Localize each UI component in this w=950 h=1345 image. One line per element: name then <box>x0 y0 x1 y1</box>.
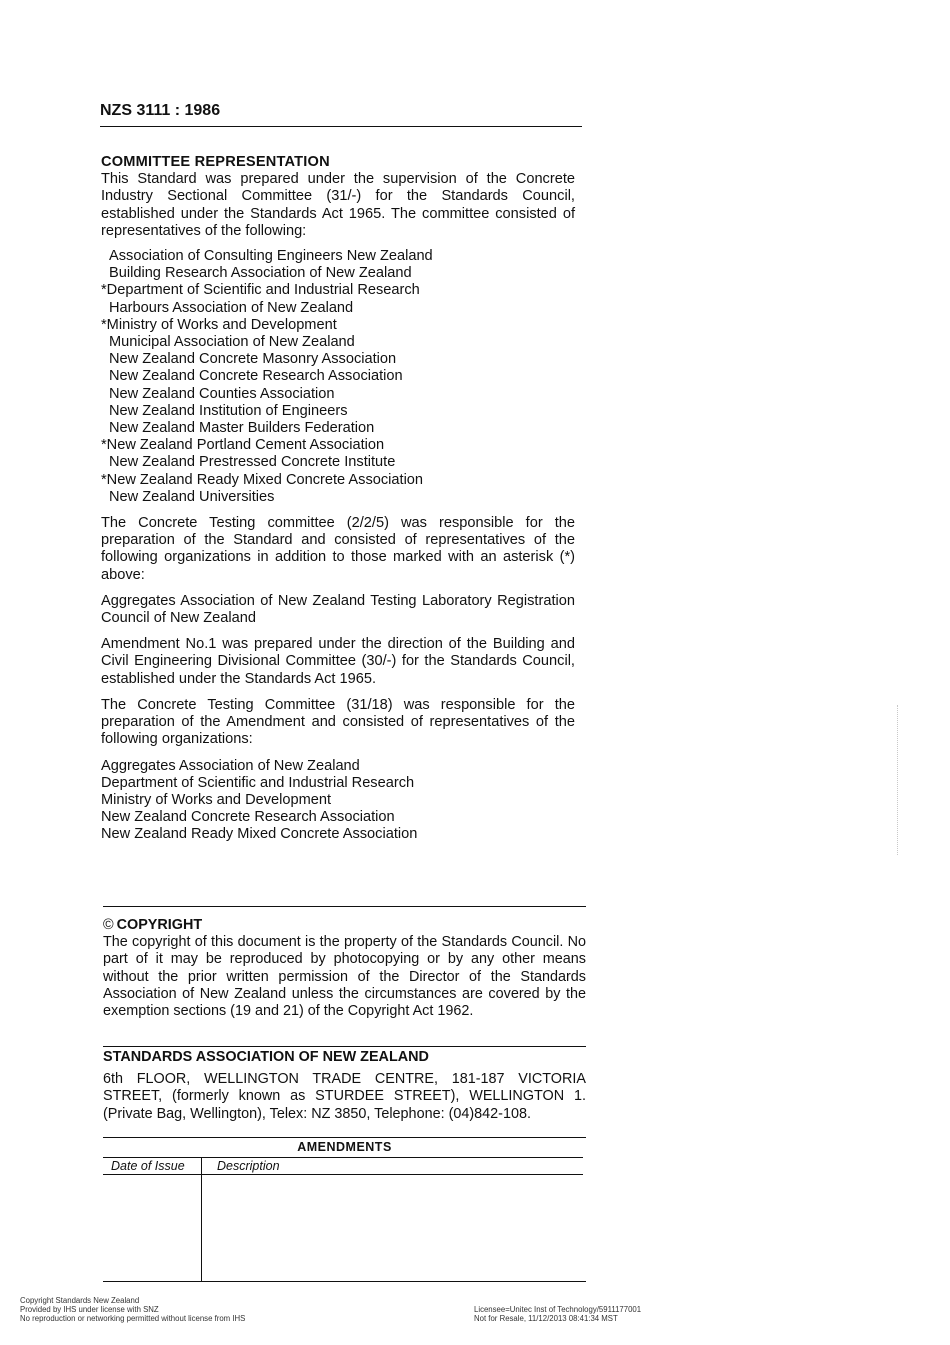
scan-artifact <box>897 705 898 855</box>
footer-line: Copyright Standards New Zealand <box>20 1296 140 1305</box>
footer-line: Licensee=Unitec Inst of Technology/5911177001 <box>474 1305 642 1314</box>
footer-line: No reproduction or networking permitted without license from IHS <box>20 1314 246 1324</box>
amendments-table <box>103 1137 586 1282</box>
association-address: 6th FLOOR, WELLINGTON TRADE CENTRE, 181-187 VICTORIA STREET, (formerly known as STURDEE STREET), WELLINGTON 1. (Private Bag, Wellington), Telex: NZ 3850, Telephone: (04)842-108. <box>103 1071 586 1122</box>
list-item: New Zealand Counties Association <box>109 385 335 402</box>
list-item: New Zealand Prestressed Concrete Institute <box>109 454 396 471</box>
committee-organization-list <box>101 248 575 506</box>
amendments-header-rule <box>103 1157 583 1158</box>
committee-intro: This Standard was prepared under the supervision of the Concrete Industry Sectional Committee (31/-) for the Standards Council, established under the Standards Act 1965. The committee consisted of representatives of the following: <box>101 171 575 239</box>
copyright-heading <box>103 917 586 934</box>
list-item: *Ministry of Works and Development <box>101 316 337 333</box>
association-section <box>103 1046 586 1123</box>
copyright-section <box>103 906 586 1020</box>
amendment-paragraph: Amendment No.1 was prepared under the direction of the Building and Civil Engineering Divisional Committee (30/-) for the Standards Council, established under the Standards Act 1965. <box>101 636 575 687</box>
list-item: New Zealand Ready Mixed Concrete Association <box>101 826 418 843</box>
copyright-icon: © <box>103 917 114 933</box>
footer-license-right <box>474 1305 641 1323</box>
amendment-organization-list <box>101 758 575 844</box>
list-item: New Zealand Concrete Research Association <box>109 368 403 385</box>
standard-id: NZS 3111 : 1986 <box>100 102 221 119</box>
footer-line: Not for Resale, 11/12/2013 08:41:34 MST <box>474 1314 618 1324</box>
list-item: *Department of Scientific and Industrial Research <box>101 282 420 299</box>
list-item: New Zealand Concrete Research Association <box>101 809 395 826</box>
list-item: Association of Consulting Engineers New Zealand <box>109 248 433 265</box>
committee-representation-section <box>101 154 575 844</box>
amendments-column-divider <box>201 1157 202 1281</box>
amendments-bottom-rule <box>103 1281 586 1282</box>
list-item: Harbours Association of New Zealand <box>109 299 354 316</box>
testing-organizations: Aggregates Association of New Zealand Testing Laboratory Registration Council of New Zealand <box>101 592 575 627</box>
footer-license-left <box>20 1296 245 1324</box>
list-item: Building Research Association of New Zealand <box>109 265 412 282</box>
amendment-testing-paragraph: The Concrete Testing Committee (31/18) was responsible for the preparation of the Amendment and consisted of representatives of the following organizations: <box>101 696 575 748</box>
list-item: *New Zealand Portland Cement Association <box>101 437 385 454</box>
list-item: Ministry of Works and Development <box>101 791 332 808</box>
amendments-title: AMENDMENTS <box>297 1140 392 1154</box>
testing-committee-paragraph: The Concrete Testing committee (2/2/5) was responsible for the preparation of the Standard and consisted of representatives of the following organizations in addition to those marked with an asterisk (*) above: <box>101 515 575 583</box>
amendments-header-bottom-rule <box>103 1174 583 1175</box>
copyright-title: COPYRIGHT <box>116 917 203 933</box>
list-item: New Zealand Universities <box>109 488 275 505</box>
list-item: Department of Scientific and Industrial Research <box>101 774 415 791</box>
footer-line: Provided by IHS under license with SNZ <box>20 1305 159 1315</box>
document-header <box>100 102 582 127</box>
copyright-text: The copyright of this document is the property of the Standards Council. No part of it may be reproduced by photocopying or by any other means without the prior written permission of the Director of the Standards Association of New Zealand unless the circumstances are covered by the exemption sections (19 and 21) of the Copyright Act 1962. <box>103 934 586 1020</box>
description-header: Description <box>217 1159 280 1173</box>
list-item: Municipal Association of New Zealand <box>109 334 355 351</box>
association-title: STANDARDS ASSOCIATION OF NEW ZEALAND <box>103 1049 429 1065</box>
committee-title: COMMITTEE REPRESENTATION <box>101 154 330 170</box>
list-item: New Zealand Institution of Engineers <box>109 402 348 419</box>
date-of-issue-header: Date of Issue <box>111 1159 185 1173</box>
list-item: New Zealand Concrete Masonry Association <box>109 351 397 368</box>
list-item: Aggregates Association of New Zealand <box>101 757 360 774</box>
list-item: *New Zealand Ready Mixed Concrete Association <box>101 471 424 488</box>
list-item: New Zealand Master Builders Federation <box>109 420 375 437</box>
